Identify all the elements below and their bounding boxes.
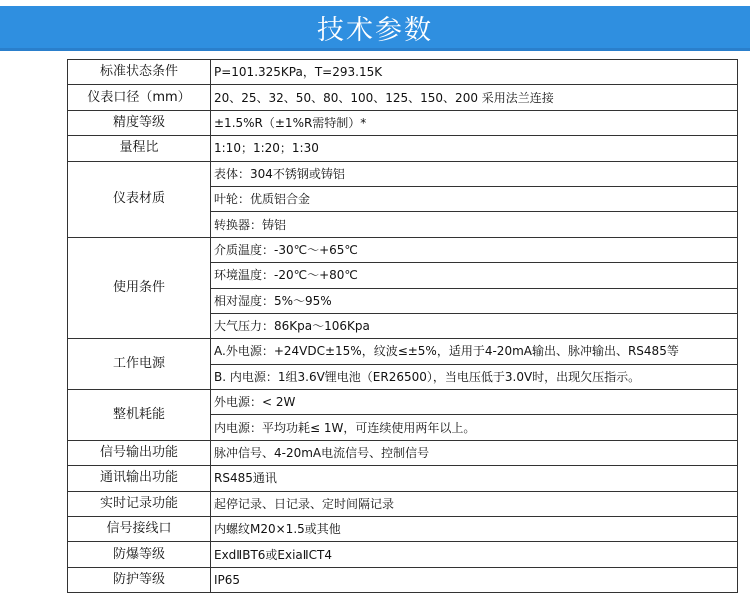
spec-value: 相对湿度：5%～95% [211, 288, 738, 313]
table-row [68, 567, 738, 592]
spec-value: 20、25、32、50、80、100、125、150、200 采用法兰连接 [211, 85, 738, 110]
spec-value: 表体：304不锈钢或铸铝 [211, 161, 738, 186]
table-row [68, 161, 738, 186]
spec-label: 防护等级 [68, 567, 211, 592]
spec-value: 1:10；1:20；1:30 [211, 136, 738, 161]
spec-label: 通讯输出功能 [68, 466, 211, 491]
spec-value: RS485通讯 [211, 466, 738, 491]
spec-label: 量程比 [68, 136, 211, 161]
spec-label: 工作电源 [68, 339, 211, 390]
spec-value: 起停记录、日记录、定时间隔记录 [211, 491, 738, 516]
table-row [68, 542, 738, 567]
table-row [68, 339, 738, 364]
spec-value: 环境温度：-20℃～+80℃ [211, 263, 738, 288]
spec-value: IP65 [211, 567, 738, 592]
spec-label: 信号接线口 [68, 517, 211, 542]
spec-label: 整机耗能 [68, 390, 211, 441]
spec-label: 防爆等级 [68, 542, 211, 567]
spec-label: 实时记录功能 [68, 491, 211, 516]
spec-value: 大气压力：86Kpa～106Kpa [211, 313, 738, 338]
spec-value: B. 内电源：1组3.6V锂电池（ER26500），当电压低于3.0V时，出现欠压指示。 [211, 364, 738, 389]
spec-table [67, 59, 738, 593]
table-row [68, 466, 738, 491]
spec-value: 脉冲信号、4-20mA电流信号、控制信号 [211, 440, 738, 465]
spec-value: ±1.5%R（±1%R需特制）* [211, 110, 738, 135]
table-row [68, 136, 738, 161]
table-row [68, 390, 738, 415]
spec-label: 信号输出功能 [68, 440, 211, 465]
table-row [68, 110, 738, 135]
table-row [68, 85, 738, 110]
spec-value: 叶轮：优质铝合金 [211, 186, 738, 211]
table-row [68, 440, 738, 465]
table-row [68, 517, 738, 542]
section-title-banner [0, 6, 750, 48]
spec-value: 外电源：< 2W [211, 390, 738, 415]
spec-label: 使用条件 [68, 237, 211, 339]
spec-value: 内螺纹M20×1.5或其他 [211, 517, 738, 542]
spec-value: 介质温度：-30℃～+65℃ [211, 237, 738, 262]
spec-value: P=101.325KPa，T=293.15K [211, 60, 738, 85]
spec-value: A.外电源：+24VDC±15%，纹波≤±5%，适用于4-20mA输出、脉冲输出、RS485等 [211, 339, 738, 364]
spec-label: 精度等级 [68, 110, 211, 135]
spec-label: 标准状态条件 [68, 60, 211, 85]
table-row [68, 491, 738, 516]
spec-label: 仪表材质 [68, 161, 211, 237]
spec-label: 仪表口径（mm） [68, 85, 211, 110]
spec-value: 转换器：铸铝 [211, 212, 738, 237]
spec-table-body [68, 60, 738, 593]
spec-value: 内电源：平均功耗≤ 1W，可连续使用两年以上。 [211, 415, 738, 440]
spec-value: ExdⅡBT6或ExiaⅡCT4 [211, 542, 738, 567]
section-title: 技术参数 [317, 14, 433, 46]
table-row [68, 237, 738, 262]
table-row [68, 60, 738, 85]
